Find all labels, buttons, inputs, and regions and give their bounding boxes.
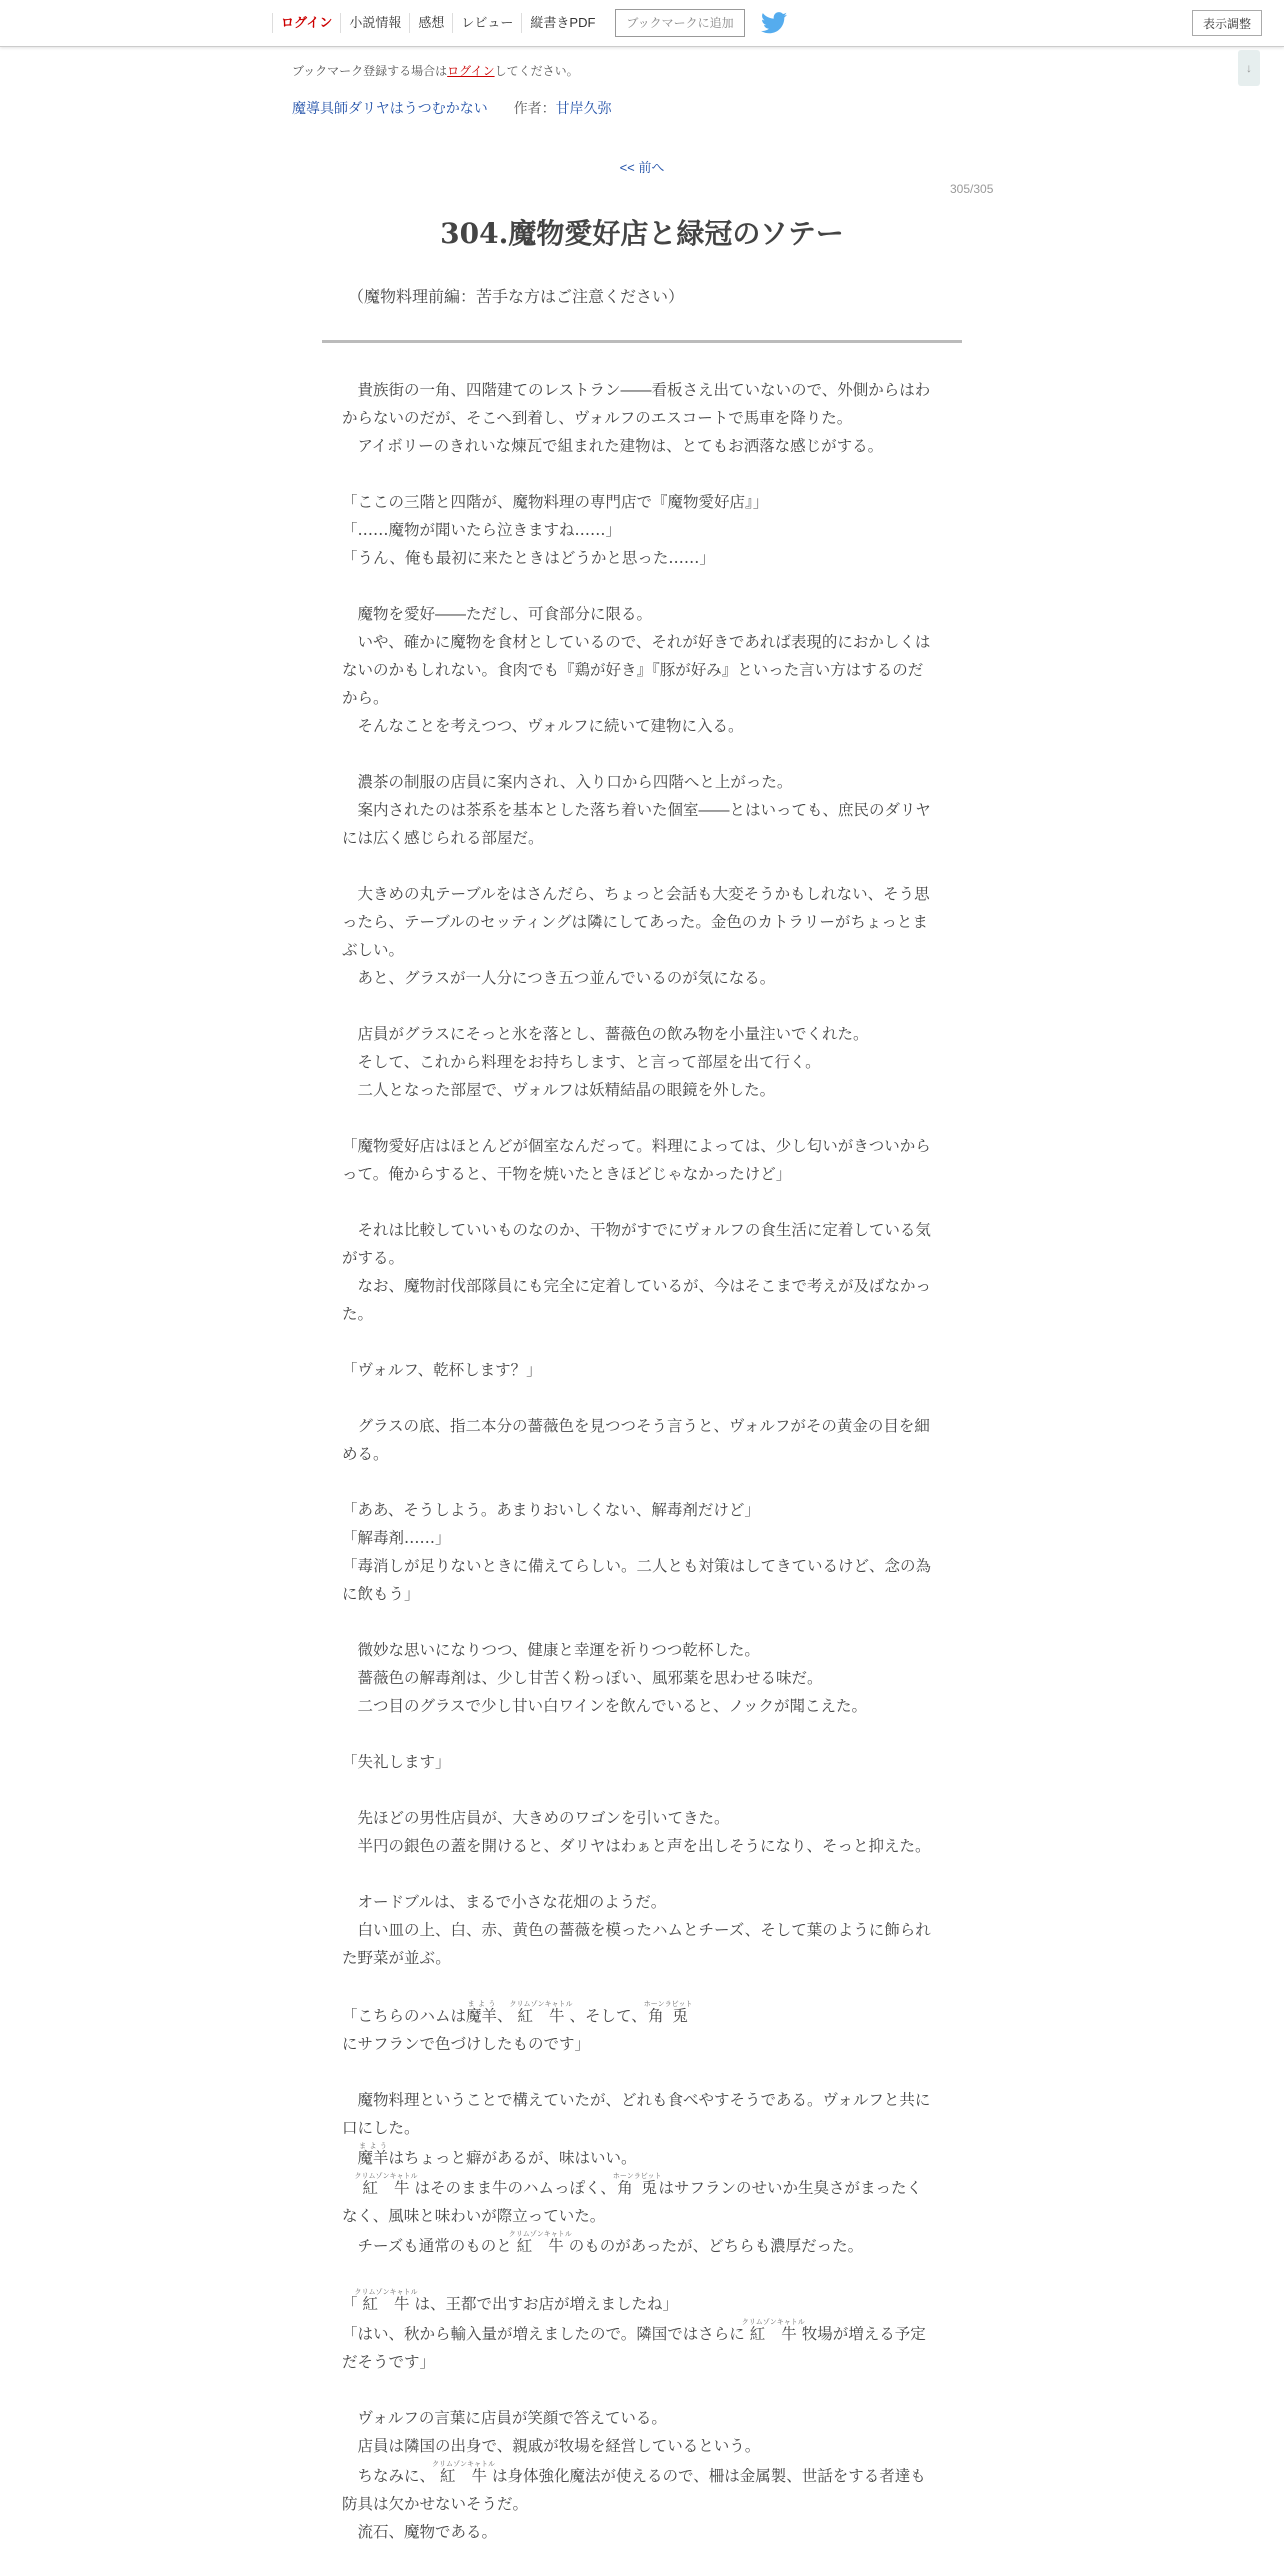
body-paragraph [342, 2086, 936, 2142]
body-text-run: は身体強化魔法が使えるので、柵は金属製、世話をする者達も防具は欠かせないそうだ。 [342, 2467, 926, 2513]
ruby-word: 角兎ホーンラビット [612, 2172, 662, 2197]
body-text-run: は、王都で出すお店が増えましたね」 [414, 2295, 679, 2313]
body-text-run: そんなことを考えつつ、ヴォルフに続いて建物に入る。 [342, 717, 744, 735]
body-paragraph [342, 712, 936, 740]
blank-line [342, 1720, 936, 1748]
body-paragraph [342, 432, 936, 460]
body-text-run: 白い皿の上、白、赤、黄色の薔薇を模ったハムとチーズ、そして葉のように飾られた野菜が並ぶ。 [342, 1921, 931, 1967]
body-text-run: 二つ目のグラスで少し甘い白ワインを飲んでいると、ノックが聞こえた。 [342, 1697, 867, 1715]
chapter-title: 304.魔物愛好店と緑冠のソテー [440, 217, 844, 250]
body-paragraph [342, 1692, 936, 1720]
body-text-run: 「はい、秋から輸入量が増えましたので。隣国ではさらに [342, 2325, 745, 2343]
body-text-run: 店員がグラスにそっと氷を落とし、薔薇色の飲み物を小量注いでくれた。 [342, 1025, 869, 1043]
ruby-reading: クリムゾンキャトル [354, 2172, 418, 2180]
body-paragraph [342, 2000, 936, 2058]
body-text-run: 大きめの丸テーブルをはさんだら、ちょっと会話も大変そうかもしれない、そう思ったら、テーブルのセッティングは隣にしてあった。金色のカトラリーがちょっとまぶしい。 [342, 885, 930, 959]
ruby-word: 紅牛クリムゾンキャトル [432, 2460, 496, 2485]
body-text-run: 魔物を愛好――ただし、可食部分に限る。 [342, 605, 653, 623]
blank-line [342, 1972, 936, 2000]
body-text-run: 薔薇色の解毒剤は、少し甘苦く粉っぽい、風邪薬を思わせる味だ。 [342, 1669, 823, 1687]
bookmark-login-note [292, 62, 579, 79]
twitter-bird-icon[interactable] [761, 12, 787, 34]
body-text-run: はちょっと癖があるが、味はいい。 [388, 2149, 637, 2167]
novel-info-link[interactable]: 小説情報 [340, 13, 409, 33]
body-text-run: はサフランのせいか生臭さがまったくなく、風味と味わいが際立っていた。 [342, 2179, 922, 2225]
ruby-word: 角兎ホーンラビット [643, 2000, 693, 2025]
body-paragraph [342, 628, 936, 712]
body-text-run: いや、確かに魔物を食材としているので、それが好きであれば表現的におかしくはないのかもしれない。食肉でも『鶏が好き』『豚が好み』といった言い方はするのだから。 [342, 633, 931, 707]
login-note-link[interactable]: ログイン [447, 64, 495, 78]
top-nav [272, 0, 787, 46]
body-text-run: あと、グラスが一人分につき五つ並んでいるのが気になる。 [342, 969, 776, 987]
chapter-counter: 305/305 [950, 182, 994, 196]
vertical-pdf-link[interactable]: 縦書きPDF [521, 13, 603, 33]
body-paragraph [342, 1048, 936, 1076]
body-text-run [342, 2149, 358, 2167]
body-paragraph [342, 1916, 936, 1972]
body-text-run: 二人となった部屋で、ヴォルフは妖精結晶の眼鏡を外した。 [342, 1081, 776, 1099]
body-paragraph [342, 1664, 936, 1692]
blank-line [342, 1468, 936, 1496]
blank-line [342, 852, 936, 880]
impressions-link[interactable]: 感想 [409, 13, 452, 33]
ruby-word: 紅牛クリムゾンキャトル [508, 2230, 572, 2255]
body-paragraph [342, 2142, 936, 2172]
ruby-reading: ホーンラビット [643, 2000, 693, 2008]
body-paragraph [342, 2288, 936, 2318]
body-text-run: 「……魔物が聞いたら泣きますね……」 [342, 521, 622, 539]
blank-line [342, 572, 936, 600]
ruby-reading: クリムゾンキャトル [741, 2318, 805, 2326]
body-paragraph [342, 1216, 936, 1272]
body-text-run: そして、これから料理をお持ちします、と言って部屋を出て行く。 [342, 1053, 821, 1071]
body-text-run: 「 [342, 2295, 358, 2313]
chapter-preface: （魔物料理前編：苦手な方はご注意ください） [348, 287, 685, 306]
body-paragraph [342, 376, 936, 432]
series-title-link[interactable]: 魔導具師ダリヤはうつむかない [292, 100, 488, 116]
ruby-word: 魔羊まよう [466, 2000, 498, 2025]
body-paragraph [342, 1748, 936, 1776]
body-paragraph [342, 1356, 936, 1384]
prev-chapter-link[interactable]: << 前へ [619, 160, 665, 175]
body-text-run: 濃茶の制服の店員に案内され、入り口から四階へと上がった。 [342, 773, 793, 791]
body-text-run: はそのまま牛のハムっぽく、 [414, 2179, 616, 2197]
body-text-run: 流石、魔物である。 [342, 2523, 498, 2541]
blank-line [342, 1776, 936, 1804]
body-paragraph [342, 2432, 936, 2460]
add-bookmark-button[interactable]: ブックマークに追加 [615, 9, 744, 37]
body-paragraph [342, 544, 936, 572]
body-paragraph [342, 1496, 936, 1524]
ruby-word: 紅牛クリムゾンキャトル [741, 2318, 805, 2343]
body-paragraph [342, 2172, 936, 2230]
body-text-run: それは比較していいものなのか、干物がすでにヴォルフの食生活に定着している気がする。 [342, 1221, 931, 1267]
body-paragraph [342, 2460, 936, 2518]
body-paragraph [342, 1272, 936, 1328]
body-text-run: 先ほどの男性店員が、大きめのワゴンを引いてきた。 [342, 1809, 730, 1827]
ruby-word: 魔羊まよう [357, 2142, 389, 2167]
author-label: 作者： [513, 100, 556, 116]
ruby-reading: まよう [357, 2142, 389, 2150]
login-link[interactable]: ログイン [272, 13, 340, 33]
body-text-run: 魔物料理ということで構えていたが、どれも食べやすそうである。ヴォルフと共に口にした。 [342, 2091, 931, 2137]
ruby-word: 紅牛クリムゾンキャトル [509, 2000, 573, 2025]
body-text-run: 「こちらのハムは [342, 2007, 467, 2025]
body-text-run: 微妙な思いになりつつ、健康と幸運を祈りつつ乾杯した。 [342, 1641, 760, 1659]
blank-line [342, 1188, 936, 1216]
body-paragraph [342, 488, 936, 516]
body-paragraph [342, 796, 936, 852]
body-paragraph [342, 768, 936, 796]
body-text-run: 「解毒剤……」 [342, 1529, 451, 1547]
body-text-run: 「毒消しが足りないときに備えてらしい。二人とも対策はしてきているけど、念の為に飲もう」 [342, 1557, 932, 1603]
author-link[interactable]: 甘岸久弥 [555, 100, 612, 116]
blank-line [342, 2058, 936, 2086]
ruby-reading: ホーンラビット [612, 2172, 662, 2180]
body-paragraph [342, 1524, 936, 1552]
body-text-run: 、そして、 [569, 2007, 647, 2025]
blank-line [342, 740, 936, 768]
body-paragraph [342, 516, 936, 544]
body-paragraph [342, 2518, 936, 2546]
body-text-run: 「ああ、そうしよう。あまりおいしくない、解毒剤だけど」 [342, 1501, 760, 1519]
blank-line [342, 1860, 936, 1888]
ruby-word: 紅牛クリムゾンキャトル [354, 2288, 418, 2313]
body-text-run: 「うん、俺も最初に来たときはどうかと思った……」 [342, 549, 715, 567]
body-paragraph [342, 1888, 936, 1916]
body-text-run: ちなみに、 [342, 2467, 436, 2485]
body-text-run: 案内されたのは茶系を基本とした落ち着いた個室――とはいっても、庶民のダリヤには広く感じられる部屋だ。 [342, 801, 931, 847]
blank-line [342, 1608, 936, 1636]
ruby-reading: クリムゾンキャトル [508, 2230, 572, 2238]
body-paragraph [342, 964, 936, 992]
body-text-run: アイボリーのきれいな煉瓦で組まれた建物は、とてもお洒落な感じがする。 [342, 437, 884, 455]
body-text-run: 「魔物愛好店はほとんどが個室なんだって。料理によっては、少し匂いがきついからって。俺からすると、干物を焼いたときほどじゃなかったけど」 [342, 1137, 931, 1183]
body-text-run: チーズも通常のものと [342, 2237, 512, 2255]
ruby-reading: クリムゾンキャトル [354, 2288, 418, 2296]
series-info [292, 98, 612, 118]
ruby-reading: クリムゾンキャトル [509, 2000, 573, 2008]
preface-divider [322, 340, 962, 343]
body-paragraph [342, 1020, 936, 1048]
blank-line [342, 992, 936, 1020]
body-text-run: 「ヴォルフ、乾杯します？」 [342, 1361, 542, 1379]
body-text-run: 貴族街の一角、四階建てのレストラン――看板さえ出ていないので、外側からはわからないのだが、そこへ到着し、ヴォルフのエスコートで馬車を降りた。 [342, 381, 931, 427]
body-text-run: 「失礼します」 [342, 1753, 451, 1771]
chapter-body [342, 376, 936, 2546]
body-paragraph [342, 1832, 936, 1860]
body-paragraph [342, 600, 936, 628]
ruby-word: 紅牛クリムゾンキャトル [354, 2172, 418, 2197]
login-note-after: してください。 [494, 64, 579, 78]
body-text-run: オードブルは、まるで小さな花畑のようだ。 [342, 1893, 667, 1911]
body-paragraph [342, 2318, 936, 2376]
body-text-run: 半円の銀色の蓋を開けると、ダリヤはわぁと声を出しそうになり、そっと抑えた。 [342, 1837, 931, 1855]
blank-line [342, 1328, 936, 1356]
body-text-run: 店員は隣国の出身で、親戚が牧場を経営しているという。 [342, 2437, 761, 2455]
blank-line [342, 2260, 936, 2288]
login-note-before: ブックマーク登録する場合は [292, 64, 448, 78]
body-text-run: グラスの底、指二本分の薔薇色を見つつそう言うと、ヴォルフがその黄金の目を細める。 [342, 1417, 930, 1463]
body-text-run: 、 [497, 2007, 513, 2025]
body-text-run: 牧場が増える予定だそうです」 [342, 2325, 926, 2371]
body-text-run: 「ここの三階と四階が、魔物料理の専門店で『魔物愛好店』」 [342, 493, 769, 511]
blank-line [342, 1384, 936, 1412]
body-paragraph [342, 1132, 936, 1188]
blank-line [342, 460, 936, 488]
ruby-reading: クリムゾンキャトル [432, 2460, 496, 2468]
body-text-run: にサフランで色づけしたものです」 [342, 2035, 591, 2053]
body-paragraph [342, 2404, 936, 2432]
review-link[interactable]: レビュー [452, 13, 521, 33]
body-paragraph [342, 1076, 936, 1104]
ruby-reading: まよう [466, 2000, 498, 2008]
blank-line [342, 2376, 936, 2404]
body-text-run: のものがあったが、どちらも濃厚だった。 [568, 2237, 864, 2255]
body-paragraph [342, 2230, 936, 2260]
top-bar [0, 0, 1284, 47]
display-settings-button[interactable]: 表示調整 [1192, 10, 1262, 36]
body-paragraph [342, 1636, 936, 1664]
blank-line [342, 1104, 936, 1132]
body-paragraph [342, 880, 936, 964]
body-text-run: なお、魔物討伐部隊員にも完全に定着しているが、今はそこまで考えが及ばなかった。 [342, 1277, 932, 1323]
scroll-down-arrow-icon[interactable]: ↓ [1238, 50, 1260, 86]
body-paragraph [342, 1804, 936, 1832]
body-paragraph [342, 1552, 936, 1608]
body-paragraph [342, 1412, 936, 1468]
body-text-run: ヴォルフの言葉に店員が笑顔で答えている。 [342, 2409, 667, 2427]
